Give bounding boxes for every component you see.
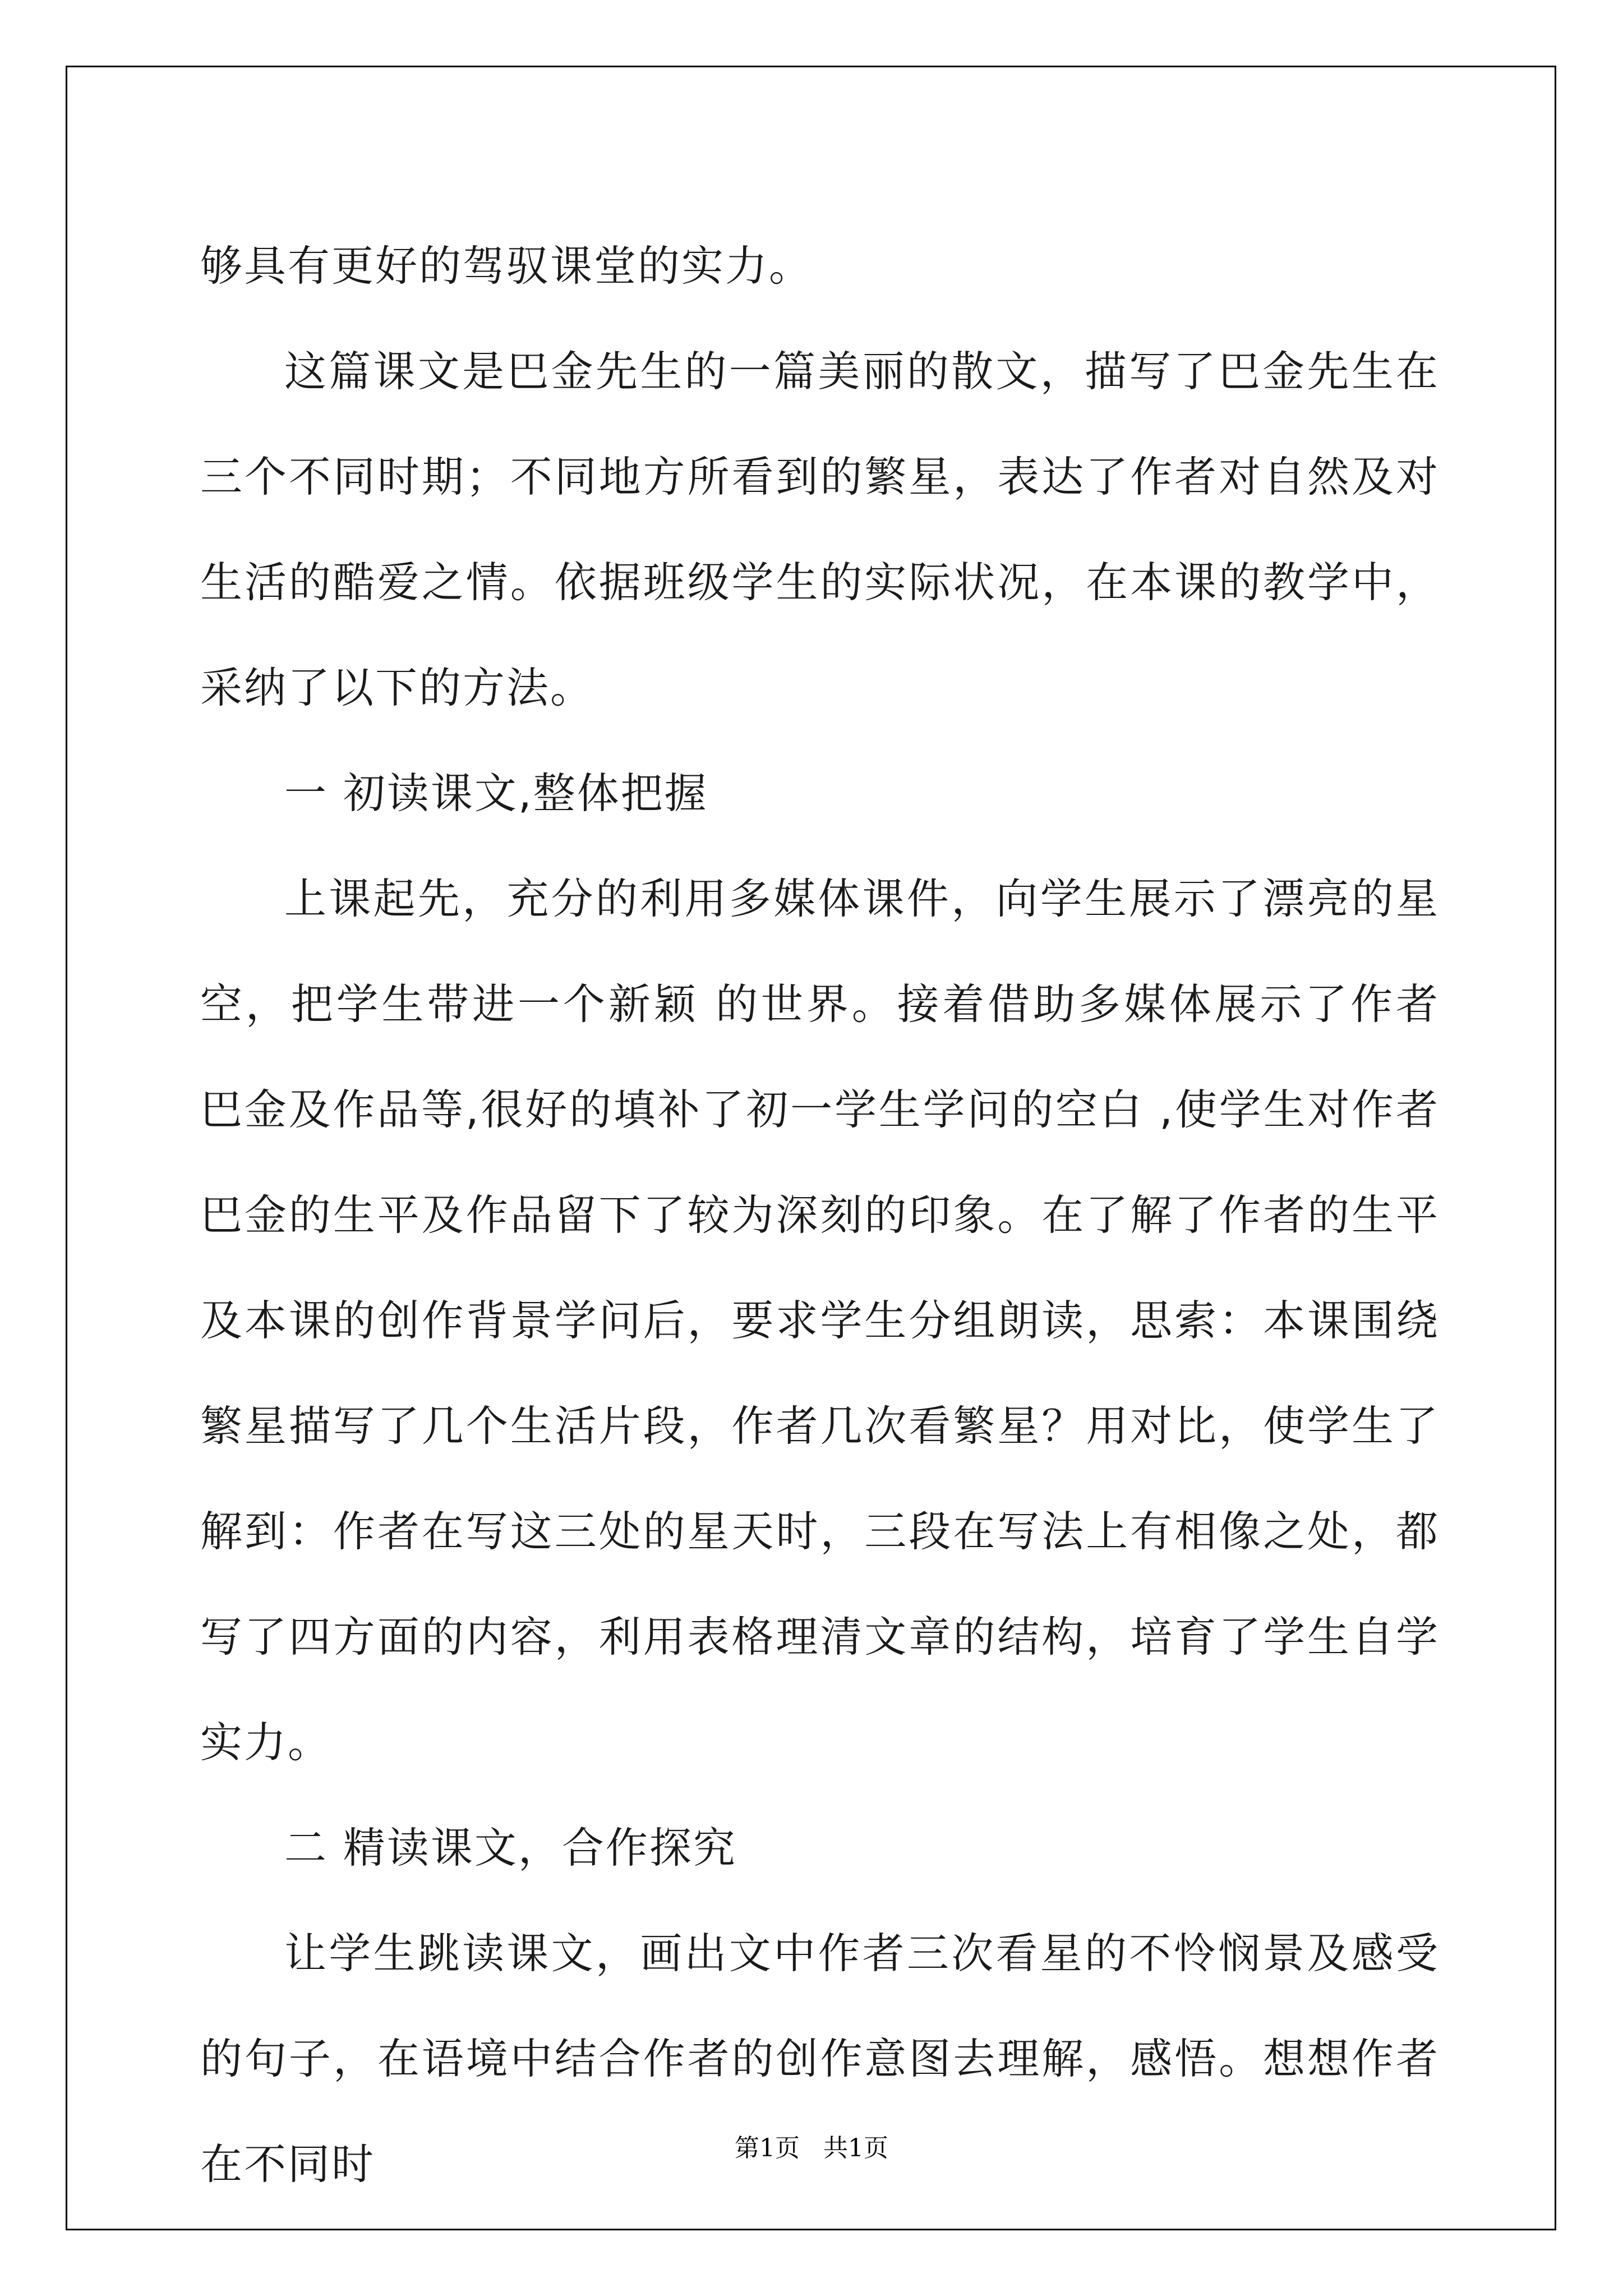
paragraph-1: 够具有更好的驾驭课堂的实力。 — [200, 241, 813, 291]
page-number-footer: 第1页 共1页 — [735, 2134, 888, 2162]
paragraph-2: 这篇课文是巴金先生的一篇美丽的散文，描写了巴金先生在三个不同时期；不同地方所看到的繁星，表达了作者对自然及对生活的酷爱之情。依据班级学生的实际状况，在本课的教学中，采纳了以下的方法。 — [200, 347, 1440, 712]
section-heading-2: 二 精读课文，合作探究 — [284, 1823, 737, 1872]
document-body — [200, 213, 1440, 2217]
paragraph-4: 让学生跳读课文，画出文中作者三次看星的不怜悯景及感受的句子，在语境中结合作者的创作意图去理解，感悟。想想作者在不同时 — [200, 1929, 1440, 2189]
section-heading-1: 一 初读课文,整体把握 — [284, 769, 708, 818]
paragraph-3: 上课起先，充分的利用多媒体课件，向学生展示了漂亮的星空，把学生带进一个新颖 的世界。接着借助多媒体展示了作者巴金及作品等,很好的填补了初一学生学问的空白 ,使学生对作者巴金的生平及作品留下了较为深刻的印象。在了解了作者的生平及本课的创作背景学问后，要求学生分组朗读，思索：本课围绕繁星描写了几个生活片段，作者几次看繁星？用对比，使学生了解到：作者在写这三处的星天时，三段在写法上有相像之处，都写了四方面的内容，利用表格理清文章的结构，培育了学生自学实力。 — [200, 874, 1440, 1767]
